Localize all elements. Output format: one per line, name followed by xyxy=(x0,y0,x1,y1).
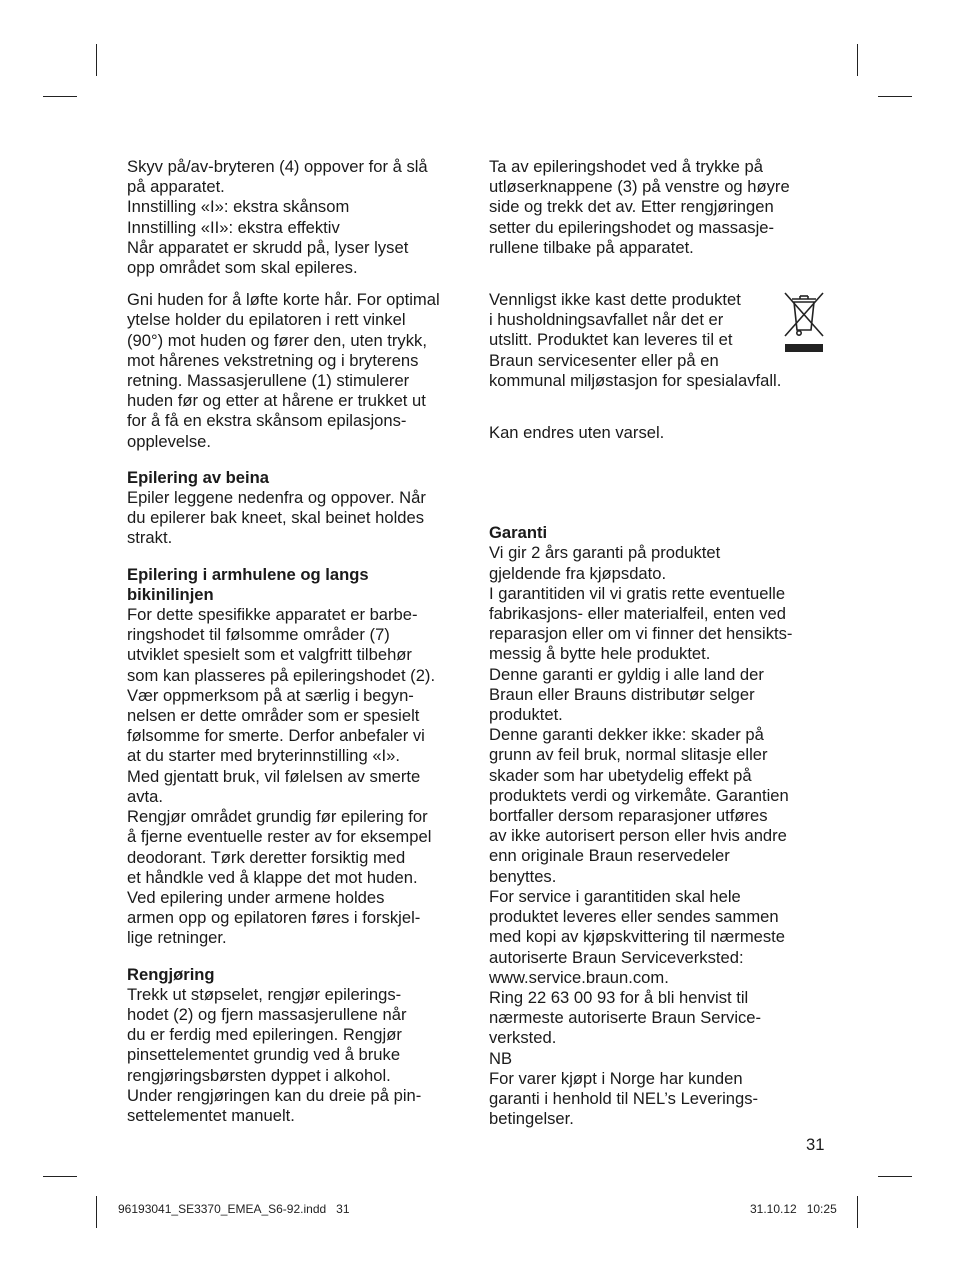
crossed-out-wheelie-bin-icon xyxy=(782,290,826,354)
text-line: Ved epilering under armene holdes xyxy=(127,887,385,907)
paragraph-remove-head xyxy=(489,157,834,258)
text-line: bortfaller dersom reparasjoner utføres xyxy=(489,806,768,826)
text-line: Denne garanti er gyldig i alle land der xyxy=(489,664,764,684)
text-line: i husholdningsavfallet når det er xyxy=(489,310,724,330)
text-line: enn originale Braun reservedeler xyxy=(489,846,730,866)
crop-mark xyxy=(857,44,858,76)
heading-underarm-bikini xyxy=(127,565,467,605)
text-line: Rengjør området grundig før epilering for xyxy=(127,807,428,827)
text-line: betingelser. xyxy=(489,1109,574,1129)
text-line: Med gjentatt bruk, vil følelsen av smerte xyxy=(127,766,421,786)
text-line: (90°) mot huden og fører den, uten trykk, xyxy=(127,330,427,350)
text-line: Skyv på/av-bryteren (4) oppover for å slå xyxy=(127,157,428,176)
text-line: verksted. xyxy=(489,1028,557,1048)
text-line: fabrikasjons- eller materialfeil, enten ved xyxy=(489,604,786,624)
heading-legs: Epilering av beina xyxy=(127,467,270,487)
text-line: Vennligst ikke kast dette produktet xyxy=(489,290,741,310)
crop-mark xyxy=(96,44,97,76)
paragraph-warranty xyxy=(489,543,834,1129)
text-line: følsomme for smerte. Derfor anbefaler vi xyxy=(127,726,425,746)
text-line: kommunal miljøstasjon for spesialavfall. xyxy=(489,370,782,390)
text-line: lige retninger. xyxy=(127,928,227,948)
page-number: 31 xyxy=(806,1135,825,1154)
text-line: rengjøringsbørsten dyppet i alkohol. xyxy=(127,1065,391,1085)
text-line: utløserknappene (3) på venstre og høyre xyxy=(489,177,790,197)
text-line: pinsettelementet grundig ved å bruke xyxy=(127,1045,401,1065)
text-line: setter du epileringshodet og massasje- xyxy=(489,217,775,237)
crop-mark xyxy=(43,96,77,97)
paragraph-cleaning xyxy=(127,985,467,1126)
text-line: garanti i henhold til NEL’s Leverings- xyxy=(489,1088,759,1108)
text-line: du er ferdig med epileringen. Rengjør xyxy=(127,1025,402,1045)
paragraph-underarm-bikini xyxy=(127,605,467,948)
text-line: grunn av feil bruk, normal slitasje eller xyxy=(489,745,768,765)
text-line: Vær oppmerksom på at særlig i begyn- xyxy=(127,685,414,705)
text-line: et håndkle ved å klappe det mot huden. xyxy=(127,867,418,887)
crop-mark xyxy=(857,1196,858,1228)
text-line: utslitt. Produktet kan leveres til et xyxy=(489,330,733,350)
text-line: produktets verdi og virkemåte. Garantien xyxy=(489,785,789,805)
text-line: reparasjon eller om vi finner det hensikts- xyxy=(489,624,793,644)
text-line: produktet leveres eller sendes sammen xyxy=(489,907,779,927)
text-line: deodorant. Tørk deretter forsiktig med xyxy=(127,847,406,867)
text-line: For service i garantitiden skal hele xyxy=(489,886,741,906)
text-line: nærmeste autoriserte Braun Service- xyxy=(489,1008,762,1028)
text-line: ringshodet til følsomme områder (7) xyxy=(127,625,390,645)
text-line: ytelse holder du epilatoren i rett vinkel xyxy=(127,310,406,330)
text-line: Under rengjøringen kan du dreie på pin- xyxy=(127,1085,422,1105)
crop-mark xyxy=(878,1176,912,1177)
text-line: Epiler leggene nedenfra og oppover. Når xyxy=(127,488,426,508)
text-line: Epilering i armhulene og langs xyxy=(127,564,369,584)
text-line: Innstilling «I»: ekstra skånsom xyxy=(127,197,350,217)
text-line: Braun servicesenter eller på en xyxy=(489,350,719,370)
text-line: side og trekk det av. Etter rengjøringen xyxy=(489,197,774,217)
text-line: I garantitiden vil vi gratis rette eventuelle xyxy=(489,583,786,603)
paragraph-switch-on xyxy=(127,157,467,278)
text-line: rullene tilbake på apparatet. xyxy=(489,237,694,257)
paragraph-legs xyxy=(127,488,467,549)
text-line: av ikke autorisert person eller hvis andre xyxy=(489,826,787,846)
text-line: For dette spesifikke apparatet er barbe- xyxy=(127,605,418,625)
crop-mark xyxy=(878,96,912,97)
text-line: som kan plasseres på epileringshodet (2). xyxy=(127,665,436,685)
text-line: Ring 22 63 00 93 for å bli henvist til xyxy=(489,987,749,1007)
text-line: opp området som skal epileres. xyxy=(127,258,358,278)
text-line: Denne garanti dekker ikke: skader på xyxy=(489,725,764,745)
text-line: mot hårenes vekstretning og i bryterens xyxy=(127,350,419,370)
text-line: huden før og etter at hårene er trukket ut xyxy=(127,391,426,411)
text-line: nelsen er dette områder som er spesielt xyxy=(127,706,420,726)
heading-cleaning: Rengjøring xyxy=(127,964,215,984)
text-line: autoriserte Braun Serviceverksted: xyxy=(489,947,744,967)
text-line: NB xyxy=(489,1048,513,1068)
text-line: www.service.braun.com. xyxy=(489,967,669,987)
text-line: Vi gir 2 års garanti på produktet xyxy=(489,543,721,563)
text-line: med kopi av kjøpskvittering til nærmeste xyxy=(489,927,786,947)
text-line: messig å bytte hele produktet. xyxy=(489,644,711,664)
text-line: å fjerne eventuelle rester av for eksempel xyxy=(127,827,432,847)
text-line: For varer kjøpt i Norge har kunden xyxy=(489,1068,743,1088)
text-line: skader som har ubetydelig effekt på xyxy=(489,765,752,785)
left-column xyxy=(127,157,467,1126)
text-line: Kan endres uten varsel. xyxy=(489,423,665,443)
text-line: opplevelse. xyxy=(127,431,211,451)
footer-file-name: 96193041_SE3370_EMEA_S6-92.indd 31 xyxy=(118,1202,350,1216)
text-line: produktet. xyxy=(489,705,563,725)
heading-warranty: Garanti xyxy=(489,523,548,543)
text-line: Når apparatet er skrudd på, lyser lyset xyxy=(127,237,409,257)
paragraph-subject-to-change xyxy=(489,423,834,443)
text-line: armen opp og epilatoren føres i forskjel- xyxy=(127,908,421,928)
paragraph-technique xyxy=(127,290,467,452)
text-line: benyttes. xyxy=(489,866,557,886)
text-line: retning. Massasjerullene (1) stimulerer xyxy=(127,371,410,391)
text-line: at du starter med bryterinnstilling «I». xyxy=(127,746,401,766)
text-line: Braun eller Brauns distributør selger xyxy=(489,684,755,704)
text-line: bikinilinjen xyxy=(127,584,214,604)
text-line: Gni huden for å løfte korte hår. For optimal xyxy=(127,290,440,310)
text-line: på apparatet. xyxy=(127,177,225,197)
text-line: hodet (2) og fjern massasjerullene når xyxy=(127,1004,407,1024)
text-line: gjeldende fra kjøpsdato. xyxy=(489,563,667,583)
crop-mark xyxy=(43,1176,77,1177)
text-line: utviklet spesielt som et valgfritt tilbehør xyxy=(127,645,412,665)
footer-date: 31.10.12 10:25 xyxy=(750,1202,837,1216)
text-line: strakt. xyxy=(127,528,173,548)
text-line: for å få en ekstra skånsom epilasjons- xyxy=(127,411,407,431)
text-line: avta. xyxy=(127,786,163,806)
text-line: settelementet manuelt. xyxy=(127,1105,295,1125)
text-line: Trekk ut støpselet, rengjør epilerings- xyxy=(127,984,402,1004)
crop-mark xyxy=(96,1196,97,1228)
text-line: du epilerer bak kneet, skal beinet holdes xyxy=(127,508,425,528)
text-line: Ta av epileringshodet ved å trykke på xyxy=(489,157,763,176)
text-line: Innstilling «II»: ekstra effektiv xyxy=(127,217,340,237)
